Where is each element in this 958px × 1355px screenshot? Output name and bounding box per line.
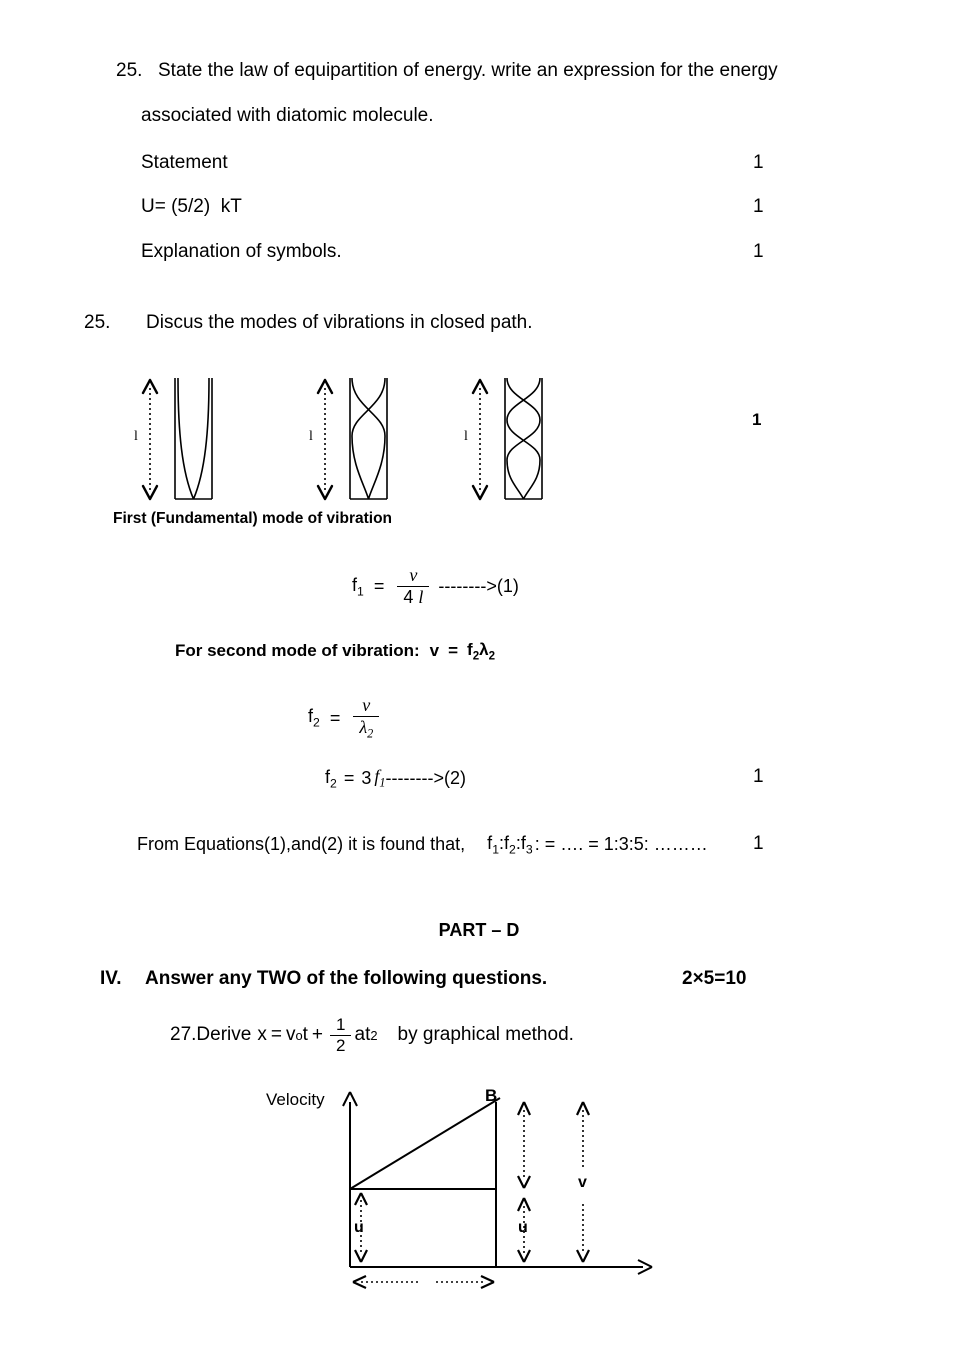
formula-f1-denominator: 4 l [397, 586, 429, 607]
vibration-diagram-caption: First (Fundamental) mode of vibration [113, 510, 393, 527]
label-u-outside: u [518, 1219, 528, 1236]
question-27-tail: by graphical method. [397, 1024, 574, 1046]
answer-equation-row [141, 196, 242, 218]
second-mode-rhs: $f_2\lambda_2$ [467, 640, 496, 663]
question-25a-line1 [116, 60, 778, 82]
conclusion-text-part2: : = …. = 1:3:5: ……… [534, 834, 708, 855]
formula-f2eq-rhs: $f_1$ [374, 766, 386, 790]
second-mode-line [175, 640, 495, 662]
formula-f1-equals: = [373, 575, 385, 596]
vibration-mode-2-diagram [295, 372, 405, 507]
question-25b-row [84, 312, 533, 334]
second-mode-v: v [429, 641, 440, 661]
formula-f1-fraction [397, 566, 429, 607]
section-iv-row [100, 968, 547, 990]
point-b-label: B [485, 1086, 498, 1105]
formula-f2eq-equals: = [343, 767, 355, 788]
answer-equation-label: U= (5/2) kT [141, 196, 242, 217]
formula-f2-numerator: v [362, 695, 371, 715]
formula-f2eq-coef: 3 [361, 767, 372, 788]
answer-explanation-row [141, 241, 342, 263]
label-v-outside: v [578, 1174, 587, 1191]
question-27-number: 27.Derive [170, 1024, 252, 1046]
velocity-time-graph [258, 1082, 658, 1327]
conclusion-text-part1: From Equations(1),and(2) it is found that, [137, 834, 466, 855]
mark-vibration-diagram: 1 [752, 410, 762, 429]
formula-f2-fraction [308, 696, 382, 740]
formula-f2-equals: = [329, 707, 341, 728]
vibration-mode-3-length-label: l [464, 429, 468, 444]
mark-f2-equation: 1 [753, 766, 764, 787]
formula-f2-equals-3f1 [325, 766, 466, 791]
formula-f2eq-lhs: $f_2$ [325, 766, 337, 791]
formula-f2eq-arrow: -------->(2) [385, 767, 466, 788]
formula-f2-denominator: $\lambda_2$ [353, 716, 379, 740]
conclusion-line [137, 833, 708, 857]
vibration-modes-diagram-group [120, 372, 570, 507]
vibration-mode-1-diagram [120, 372, 230, 507]
section-iv-text: Answer any TWO of the following questions. [145, 968, 548, 989]
answer-statement-row [141, 152, 228, 174]
question-25a-line2 [141, 105, 434, 127]
formula-f1-arrow: -------->(1) [438, 575, 519, 596]
velocity-axis-label: Velocity [266, 1090, 325, 1109]
question-25b-text: Discus the modes of vibrations in closed path. [146, 312, 533, 333]
question-25b-number: 25. [84, 312, 111, 333]
mark-conclusion: 1 [753, 833, 764, 854]
question-25a-text-line1: State the law of equipartition of energy. write an expression for the energy [158, 60, 778, 81]
mark-explanation: 1 [753, 241, 764, 262]
formula-f2-lhs: $f_2$ [308, 706, 320, 730]
vibration-mode-3-diagram [450, 372, 560, 507]
formula-f1 [352, 566, 519, 607]
section-iv-number: IV. [100, 968, 122, 989]
vibration-mode-1-length-label: l [134, 429, 138, 444]
answer-statement-label: Statement [141, 152, 228, 173]
label-u-inside: u [354, 1219, 364, 1236]
mark-equation: 1 [753, 196, 764, 217]
question-27-formula: x = v o t + $\frac{1}{2}$ a t 2 [257, 1015, 378, 1055]
question-25a-number: 25. [116, 60, 143, 81]
section-iv-marks: 2×5=10 [682, 968, 747, 989]
vibration-mode-2-length-label: l [309, 429, 313, 444]
formula-f1-lhs: $f_1$ [352, 574, 364, 599]
answer-explanation-label: Explanation of symbols. [141, 241, 342, 262]
second-mode-equals: = [448, 641, 459, 661]
question-25a-text-line2: associated with diatomic molecule. [141, 105, 434, 126]
conclusion-ratio: $f_1:f_2:f_3$ [487, 833, 533, 857]
part-d-heading: PART – D [438, 920, 520, 940]
question-27-row [170, 1016, 574, 1055]
formula-f2-frac [353, 696, 379, 740]
mark-statement: 1 [753, 152, 764, 173]
formula-f1-numerator: v [409, 565, 418, 585]
second-mode-label: For second mode of vibration: [175, 641, 420, 661]
